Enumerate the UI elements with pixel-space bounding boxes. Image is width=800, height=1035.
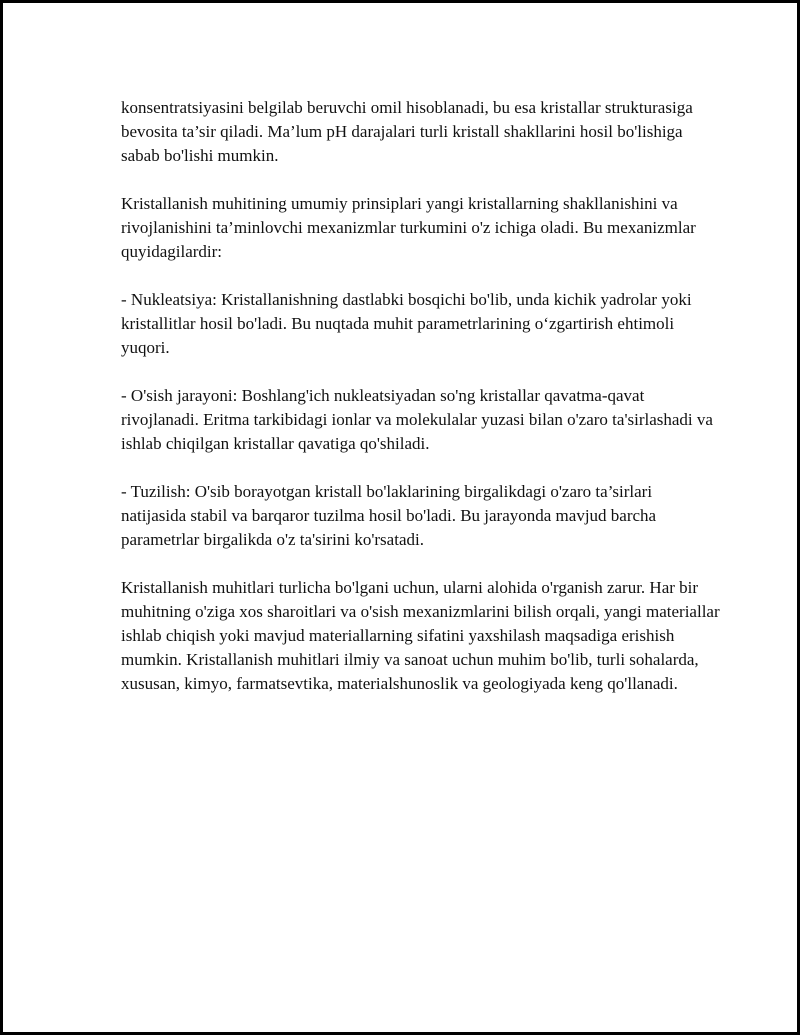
paragraph-structure: - Tuzilish: O'sib borayotgan kristall bo'laklarining birgalikdagi o'zaro ta’sirlari natijasida stabil va barqaror tuzilma hosil bo'ladi. Bu jarayonda mavjud barcha parametrlar birgalikda o'z ta'sirini ko'rsatadi. bbox=[121, 482, 657, 549]
document-body bbox=[121, 96, 721, 720]
paragraph-growth-process: - O'sish jarayoni: Boshlang'ich nukleatsiyadan so'ng kristallar qavatma-qavat rivojlanadi. Eritma tarkibidagi ionlar va molekulalar yuzasi bilan o'zaro ta'sirlashadi va ishlab chiqilgan kristallar qavatiga qo'shiladi. bbox=[121, 386, 713, 453]
paragraph-conclusion: Kristallanish muhitlari turlicha bo'lgani uchun, ularni alohida o'rganish zarur. Har bir muhitning o'ziga xos sharoitlari va o'sish mexanizmlarini bilish orqali, yangi materiallar ishlab chiqish yoki mavjud materiallarning sifatini yaxshilash maqsadiga erishish mumkin. Kristallanish muhitlari ilmiy va sanoat uchun muhim bo'lib, turli sohalarda, xususan, kimyo, farmatsevtika, materialshunoslik va geologiyada keng qo'llanadi. bbox=[121, 578, 720, 693]
paragraph-ph-concentration: konsentratsiyasini belgilab beruvchi omil hisoblanadi, bu esa kristallar strukturasiga bevosita ta’sir qiladi. Ma’lum pH darajalari turli kristall shakllarini hosil bo'lishiga sabab bo'lishi mumkin. bbox=[121, 98, 693, 165]
paragraph-general-principles: Kristallanish muhitining umumiy prinsiplari yangi kristallarning shakllanishini va rivojlanishini ta’minlovchi mexanizmlar turkumini o'z ichiga oladi. Bu mexanizmlar quyidagilardir: bbox=[121, 194, 696, 261]
paragraph-nucleation: - Nukleatsiya: Kristallanishning dastlabki bosqichi bo'lib, unda kichik yadrolar yoki kristallitlar hosil bo'ladi. Bu nuqtada muhit parametrlarining o‘zgartirish ehtimoli yuqori. bbox=[121, 290, 692, 357]
